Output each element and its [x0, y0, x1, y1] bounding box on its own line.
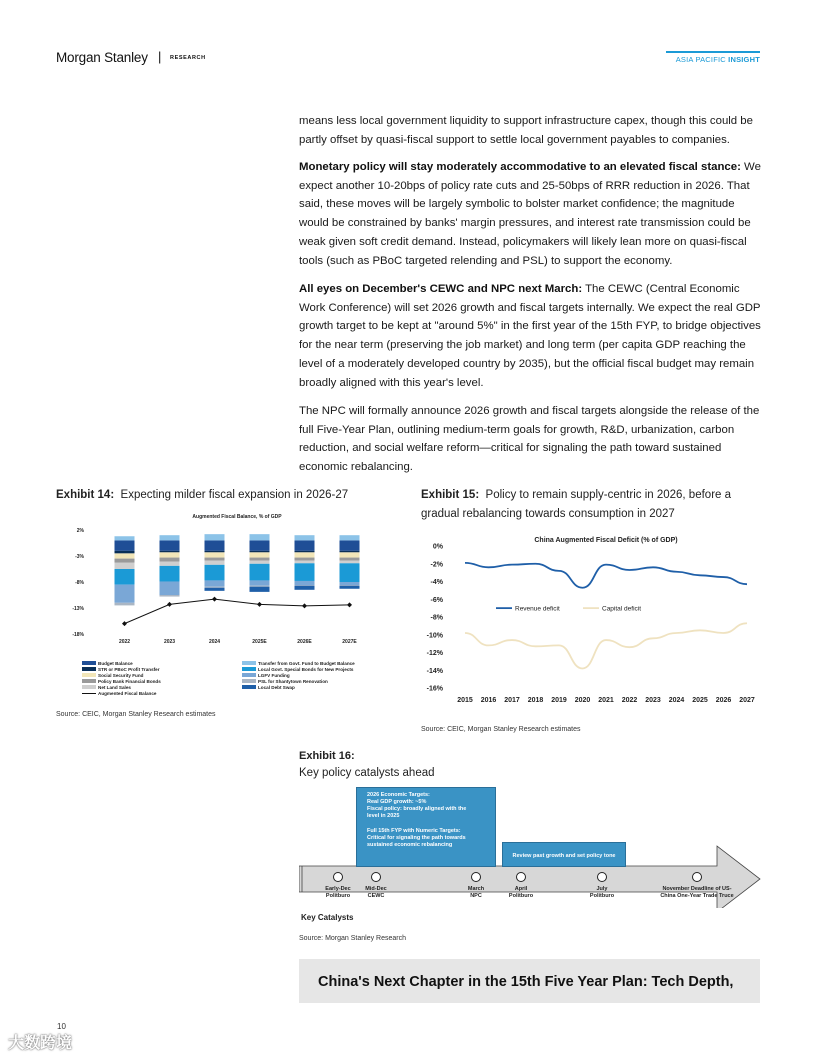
paragraph-2 — [299, 158, 761, 270]
milestone-4-line1: April — [514, 886, 528, 892]
brand-logo: Morgan Stanley — [56, 50, 148, 65]
milestone-label-2 — [351, 886, 401, 900]
milestone-label-4 — [496, 886, 546, 900]
box1-line2: Real GDP growth: ~5% — [367, 799, 427, 805]
catalyst-box-targets — [356, 787, 496, 867]
fiscal-y-tick: -8% — [75, 580, 84, 586]
fiscal-bar-segment — [340, 558, 360, 561]
box1-line3: Fiscal policy: broadly aligned with the — [367, 806, 467, 812]
exhibit-14-title — [56, 486, 386, 505]
fiscal-bar-segment — [160, 551, 180, 553]
milestone-3-line2: NPC — [470, 893, 482, 899]
fiscal-x-tick: 2027E — [342, 639, 357, 645]
legend-swatch — [242, 673, 256, 677]
box1-line1: 2026 Economic Targets: — [367, 792, 430, 798]
milestone-1-line1: Early-Dec — [325, 886, 351, 892]
legend-label: LGFV Funding — [258, 672, 290, 678]
fiscal-bar-segment — [115, 536, 135, 540]
exhibit-16-source: Source: Morgan Stanley Research — [299, 935, 406, 942]
exhibit-15-title — [421, 486, 766, 523]
paragraph-2-text: We expect another 10-20bps of policy rate cuts and 25-50bps of RRR reduction in 2026. That said, these moves will be largely symbolic to bolster market confidence; the magnitude would be constrained by banks' margin pressures, and interest rate transmission could be weak given soft credit demand. Instead, policymakers will likely lean more on quasi-fiscal tools (such as PBoC targeted relending and PSL) to support the economy. — [299, 161, 761, 267]
fiscal-bar-segment — [250, 587, 270, 592]
fiscal-bar-segment — [250, 558, 270, 561]
box1-line6: Critical for signaling the path towards — [367, 835, 466, 841]
fiscal-bar-segment — [250, 561, 270, 564]
fiscal-bar-segment — [205, 587, 225, 588]
capital-deficit-line — [465, 623, 747, 668]
fiscal-bar-segment — [250, 564, 270, 581]
deficit-x-tick: 2018 — [527, 697, 544, 704]
fiscal-bar-segment — [115, 569, 135, 585]
fiscal-bar-segment — [340, 540, 360, 550]
fiscal-bar-segment — [205, 551, 225, 553]
milestone-marker-4 — [516, 872, 526, 882]
milestone-6-line1: November Deadline of US- — [662, 886, 732, 892]
section-label — [666, 55, 760, 64]
fiscal-bar-segment — [115, 563, 135, 569]
box1-spacer — [367, 820, 495, 828]
fiscal-bar-segment — [295, 551, 315, 553]
fiscal-bar-segment — [115, 553, 135, 558]
legend-label: Local Govt. Special Bonds for New Projects — [258, 666, 354, 672]
catalyst-box-review: Review past growth and set policy tone — [502, 842, 626, 867]
milestone-marker-2 — [371, 872, 381, 882]
fiscal-bar-segment — [160, 581, 180, 595]
fiscal-bar-segment — [205, 588, 225, 591]
milestone-label-5 — [577, 886, 627, 900]
page-number: 10 — [57, 1022, 66, 1031]
exhibit-14-label: Exhibit 14: — [56, 489, 115, 501]
fiscal-balance-chart — [56, 508, 386, 658]
legend-swatch — [82, 685, 96, 689]
fiscal-balance-legend — [82, 660, 412, 696]
fiscal-bar-segment — [250, 534, 270, 540]
revenue-deficit-line — [465, 563, 747, 588]
legend-swatch — [242, 667, 256, 671]
fiscal-bar-segment — [340, 551, 360, 553]
fiscal-bar-segment — [340, 552, 360, 557]
box1-line4: level in 2025 — [367, 813, 400, 819]
section-label-light: ASIA PACIFIC — [675, 55, 729, 64]
deficit-y-tick: -4% — [430, 579, 443, 586]
fiscal-bar-segment — [205, 580, 225, 586]
fiscal-x-tick: 2024 — [208, 639, 221, 645]
legend-label: Transfer from Govt. Fund to Budget Balance — [258, 660, 355, 666]
fiscal-bar-segment — [340, 535, 360, 540]
fiscal-balance-marker — [347, 602, 352, 607]
fiscal-bar-segment — [295, 586, 315, 590]
header-rule — [666, 51, 760, 53]
fiscal-x-tick: 2025E — [252, 639, 267, 645]
deficit-y-tick: -6% — [430, 596, 443, 604]
milestone-label-3 — [451, 886, 501, 900]
exhibit-16-label: Exhibit 16: — [299, 750, 355, 762]
fiscal-bar-segment — [295, 563, 315, 581]
paragraph-3-text: The CEWC (Central Economic Work Conference) will set 2026 growth and fiscal targets internally. We expect the real GDP growth target to be kept at "around 5%" in the first year of the 15th FYP, to bridge objectives for the near term (preserving the job market) and long term (per capita GDP reaching the level of a moderately developed country by 2035), but the official fiscal budget may remain broadly aligned with this year's level. — [299, 283, 761, 389]
fiscal-bar-segment — [205, 552, 225, 557]
exhibit-15-caption: Policy to remain supply-centric in 2026, before a gradual rebalancing towards consumption in 2027 — [421, 489, 732, 520]
deficit-x-tick: 2023 — [645, 697, 661, 704]
deficit-y-tick: -12% — [426, 650, 443, 657]
deficit-x-tick: 2015 — [457, 697, 473, 704]
fiscal-balance-marker — [302, 603, 307, 608]
fiscal-y-tick: 2% — [76, 528, 84, 534]
milestone-5-line2: Politburo — [589, 893, 615, 899]
fiscal-bar-segment — [250, 586, 270, 587]
fiscal-x-tick: 2026E — [297, 639, 312, 645]
legend-label: Local Debt Swap — [258, 684, 295, 690]
fiscal-bar-segment — [250, 551, 270, 553]
fiscal-bar-segment — [295, 558, 315, 561]
exhibit-14-source: Source: CEIC, Morgan Stanley Research estimates — [56, 711, 216, 718]
legend-swatch — [82, 679, 96, 683]
fiscal-balance-marker — [257, 602, 262, 607]
milestone-5-line1: July — [596, 886, 608, 892]
legend-item-line — [82, 690, 242, 696]
exhibit-15-label: Exhibit 15: — [421, 489, 480, 501]
fiscal-bar-segment — [340, 582, 360, 585]
milestone-4-line2: Politburo — [508, 893, 534, 899]
legend-swatch — [82, 661, 96, 665]
fiscal-bar-segment — [160, 595, 180, 597]
exhibit-15-source: Source: CEIC, Morgan Stanley Research estimates — [421, 726, 581, 733]
fiscal-bar-segment — [250, 552, 270, 557]
deficit-y-tick: -2% — [430, 561, 443, 569]
fiscal-bar-segment — [115, 551, 135, 554]
fiscal-bar-segment — [340, 561, 360, 564]
legend-label: Budget Balance — [98, 660, 133, 666]
milestone-marker-6 — [692, 872, 702, 882]
fiscal-bar-segment — [115, 603, 135, 606]
legend-swatch — [242, 685, 256, 689]
legend-swatch-line — [82, 693, 96, 694]
deficit-y-tick: -16% — [426, 685, 443, 693]
milestone-2-line2: CEWC — [367, 893, 385, 899]
paragraph-3 — [299, 280, 761, 392]
legend-label: PSL for Shantytown Renovation — [258, 678, 328, 684]
deficit-y-tick: 0% — [432, 543, 443, 551]
fiscal-bar-segment — [160, 535, 180, 540]
fiscal-bar-segment — [160, 540, 180, 550]
deficit-x-tick: 2027 — [739, 697, 755, 704]
fiscal-bar-segment — [340, 586, 360, 589]
fiscal-bar-segment — [250, 540, 270, 550]
legend-label: Social Security Fund — [98, 672, 144, 678]
deficit-x-tick: 2024 — [668, 697, 685, 704]
paragraph-4: The NPC will formally announce 2026 growth and fiscal targets alongside the release of the full Five-Year Plan, outlining medium-term goals for growth, R&D, urbanization, carbon reduction, and social welfare reform—critical for signaling the path toward sustained economic rebalancing. — [299, 405, 760, 474]
box1-line5: Full 15th FYP with Numeric Targets: — [367, 828, 461, 834]
legend-swatch — [82, 667, 96, 671]
brand-subtitle: RESEARCH — [170, 55, 206, 61]
fiscal-bar-segment — [160, 552, 180, 557]
fiscal-bar-segment — [295, 552, 315, 557]
exhibit-14-caption: Expecting milder fiscal expansion in 2026-27 — [120, 489, 349, 501]
fiscal-bar-segment — [250, 580, 270, 585]
legend-swatch — [242, 661, 256, 665]
fiscal-balance-marker — [212, 597, 217, 602]
deficit-chart-title: China Augmented Fiscal Deficit (% of GDP) — [534, 537, 678, 544]
fiscal-bar-segment — [115, 559, 135, 563]
deficit-y-tick: -10% — [426, 632, 443, 640]
fiscal-balance-line — [125, 599, 350, 623]
milestone-6-line2: China One-Year Trade Truce — [660, 893, 734, 899]
watermark: 大数跨境 — [8, 1035, 73, 1052]
deficit-x-tick: 2026 — [715, 697, 732, 704]
fiscal-bar-segment — [295, 581, 315, 585]
milestone-1-line2: Politburo — [325, 893, 351, 899]
milestone-label-6 — [647, 886, 747, 900]
deficit-x-tick: 2016 — [480, 697, 497, 704]
brand-separator: | — [158, 49, 162, 64]
deficit-x-tick: 2017 — [504, 697, 520, 704]
deficit-x-tick: 2019 — [551, 697, 567, 704]
paragraph-1: means less local government liquidity to support infrastructure capex, though this could be partly offset by quasi-fiscal support to settle local government payables to companies. — [299, 115, 753, 146]
fiscal-y-tick: -3% — [75, 554, 84, 560]
deficit-x-tick: 2022 — [621, 697, 638, 704]
legend-label: Augmented Fiscal Balance — [98, 690, 157, 696]
milestone-marker-5 — [597, 872, 607, 882]
fiscal-deficit-chart — [421, 528, 761, 708]
deficit-legend-label: Revenue deficit — [515, 605, 560, 613]
milestone-marker-1 — [333, 872, 343, 882]
fiscal-bar-segment — [295, 535, 315, 540]
deficit-legend-label: Capital deficit — [602, 605, 642, 613]
deficit-x-tick: 2021 — [598, 697, 614, 704]
exhibit-16-title: Key policy catalysts ahead — [299, 767, 435, 779]
fiscal-bar-segment — [295, 540, 315, 550]
milestone-3-line1: March — [467, 886, 485, 892]
key-catalysts-label: Key Catalysts — [301, 913, 354, 922]
fiscal-bar-segment — [115, 540, 135, 550]
section-banner-title: China's Next Chapter in the 15th Five Year Plan: Tech Depth, — [318, 974, 734, 990]
fiscal-balance-marker — [122, 621, 127, 626]
legend-item — [242, 684, 412, 690]
legend-label: Policy Bank Financial Bonds — [98, 678, 161, 684]
deficit-x-tick: 2020 — [574, 697, 591, 704]
paragraph-2-lead: Monetary policy will stay moderately accommodative to an elevated fiscal stance: — [299, 161, 741, 173]
legend-swatch — [82, 673, 96, 677]
fiscal-bar-segment — [205, 561, 225, 565]
fiscal-bar-segment — [295, 585, 315, 586]
fiscal-chart-title: Augmented Fiscal Balance, % of GDP — [192, 514, 282, 520]
fiscal-bar-segment — [340, 585, 360, 586]
fiscal-bar-segment — [205, 565, 225, 581]
box1-line7: sustained economic rebalancing — [367, 842, 453, 848]
paragraph-3-lead: All eyes on December's CEWC and NPC next March: — [299, 283, 583, 295]
legend-swatch — [242, 679, 256, 683]
fiscal-bar-segment — [160, 562, 180, 566]
fiscal-bar-segment — [205, 534, 225, 540]
fiscal-y-tick: -18% — [72, 632, 84, 638]
fiscal-x-tick: 2022 — [118, 639, 131, 645]
fiscal-bar-segment — [205, 540, 225, 550]
fiscal-bar-segment — [160, 566, 180, 582]
deficit-x-tick: 2025 — [692, 697, 708, 704]
fiscal-bar-segment — [295, 561, 315, 564]
fiscal-bar-segment — [115, 585, 135, 603]
section-label-bold: INSIGHT — [728, 55, 760, 64]
fiscal-y-tick: -13% — [72, 606, 84, 612]
milestone-2-line1: Mid-Dec — [365, 886, 387, 892]
milestone-marker-3 — [471, 872, 481, 882]
fiscal-x-tick: 2023 — [163, 639, 176, 645]
fiscal-bar-segment — [340, 563, 360, 582]
fiscal-balance-marker — [167, 602, 172, 607]
fiscal-bar-segment — [160, 558, 180, 562]
deficit-y-tick: -8% — [430, 614, 443, 622]
legend-label: STR or PBoC Profit Transfer — [98, 666, 160, 672]
fiscal-bar-segment — [205, 558, 225, 561]
legend-label: Net Land Sales — [98, 684, 131, 690]
deficit-y-tick: -14% — [426, 667, 443, 675]
